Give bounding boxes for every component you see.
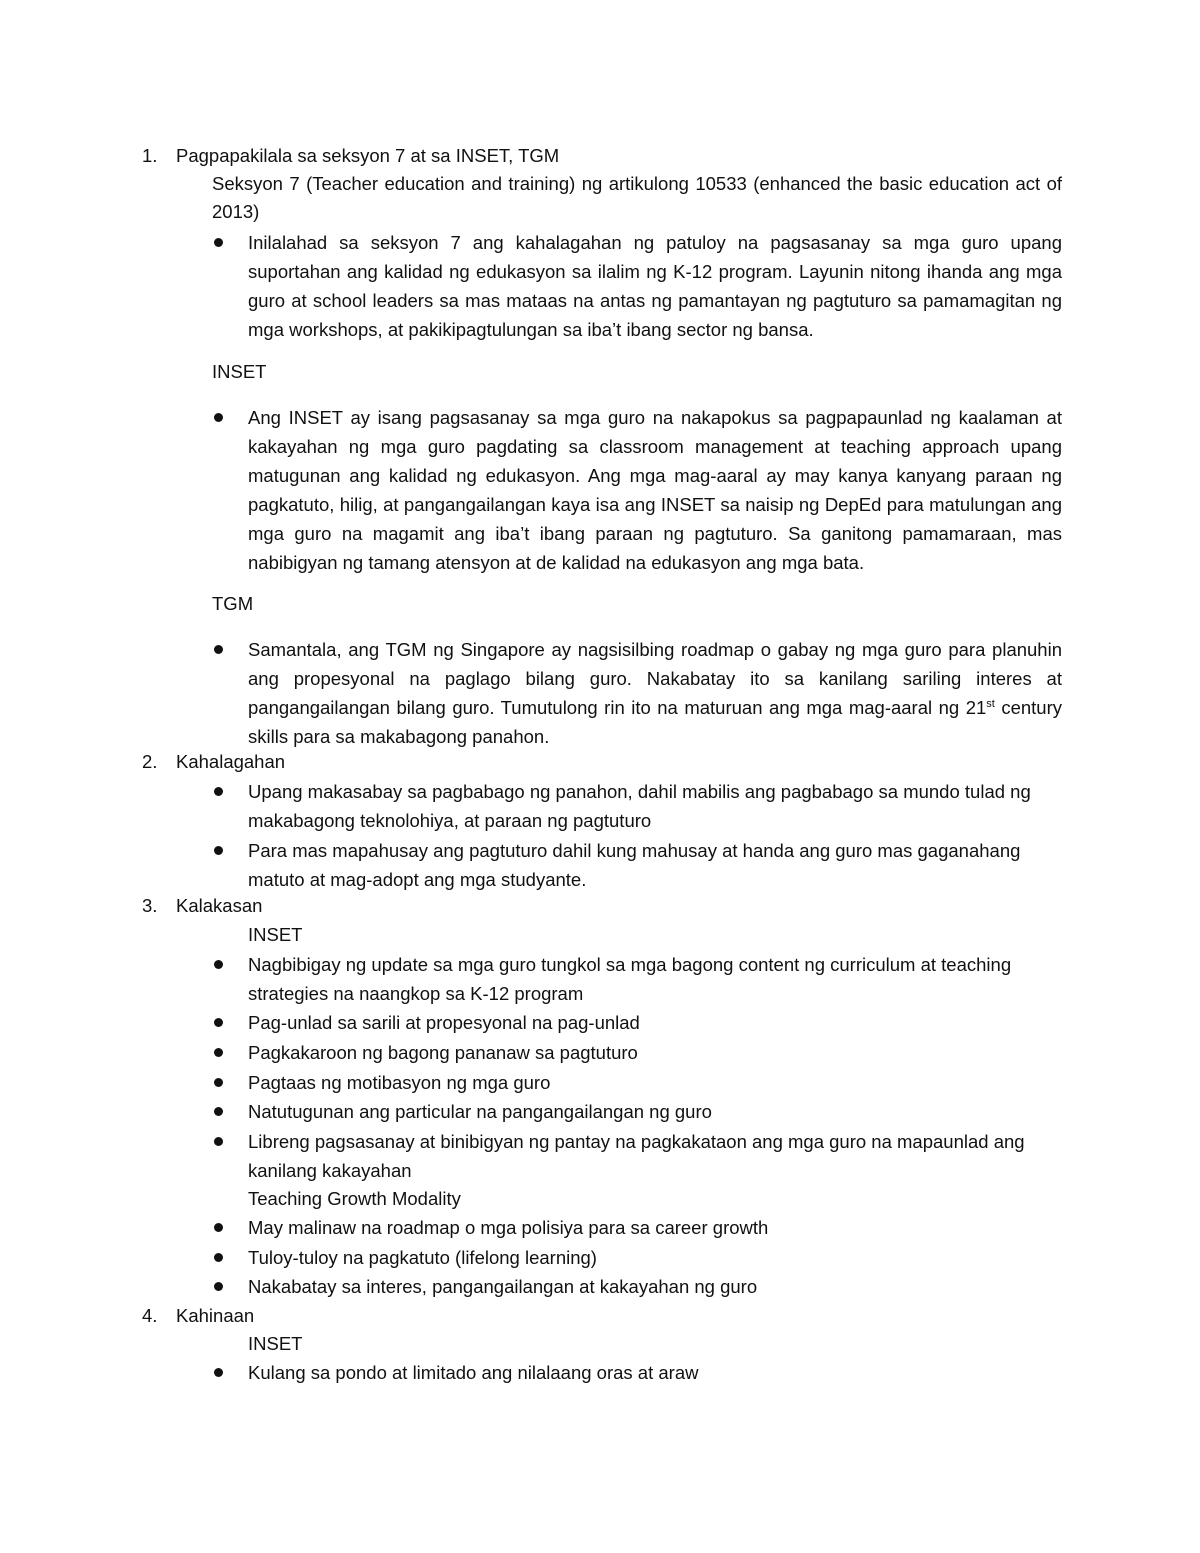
list-item: [212, 777, 1062, 835]
section-number: 3.: [142, 895, 158, 916]
list-item: [212, 836, 1062, 894]
section-number: 4.: [142, 1305, 158, 1326]
subsection-label: Teaching Growth Modality: [248, 1188, 461, 1209]
list-item: [212, 403, 1062, 577]
list-item-text: Pag-unlad sa sarili at propesyonal na pag-unlad: [248, 1012, 640, 1033]
bullet-icon: [214, 1368, 223, 1377]
list-item-text: Upang makasabay sa pagbabago ng panahon, dahil mabilis ang pagbabago sa mundo tulad ng makabagong teknolohiya, at paraan ng pagtuturo: [248, 781, 1031, 831]
section-title: Kahinaan: [176, 1305, 255, 1326]
list-item: [212, 1068, 1062, 1097]
bullet-icon: [214, 645, 223, 654]
list-item: [212, 228, 1062, 344]
bullet-icon: [214, 1137, 223, 1146]
list-item-text: Para mas mapahusay ang pagtuturo dahil kung mahusay at handa ang guro mas gaganahang matuto at mag-adopt ang mga studyante.: [248, 840, 1021, 890]
list-item: [212, 635, 1062, 751]
list-item-text: Natutugunan ang particular na pangangailangan ng guro: [248, 1101, 712, 1122]
bullet-icon: [214, 787, 223, 796]
ordinal-superscript: st: [986, 697, 995, 710]
list-item: [212, 1243, 1062, 1272]
list-item-text: Kulang sa pondo at limitado ang nilalaang oras at araw: [248, 1362, 699, 1383]
bullet-icon: [214, 1282, 223, 1291]
bullet-icon: [214, 1107, 223, 1116]
subsection-label: INSET: [248, 1333, 303, 1354]
list-item: [212, 1097, 1062, 1126]
list-item: [212, 1213, 1062, 1242]
bullet-icon: [214, 1253, 223, 1262]
list-item-text-main: Samantala, ang TGM ng Singapore ay nagsisilbing roadmap o gabay ng mga guro para planuhin ang propesyonal na paglago bilang guro. Nakabatay ito sa kanilang sariling interes at pangangailangan bilang guro. Tumutulong rin ito na maturuan ang mga mag-aaral ng 21: [248, 639, 1062, 718]
bullet-icon: [214, 1223, 223, 1232]
section-intro: Seksyon 7 (Teacher education and training) ng artikulong 10533 (enhanced the basic education act of 2013): [212, 173, 1062, 222]
section-title: Kalakasan: [176, 895, 263, 916]
list-item-text: Inilalahad sa seksyon 7 ang kahalagahan ng patuloy na pagsasanay sa mga guro upang suportahan ang kalidad ng edukasyon sa ilalim ng K-12 program. Layunin nitong ihanda ang mga guro at school leaders sa mas mataas na antas ng pamantayan ng pagtuturo sa pamamagitan ng mga workshops, at pakikipagtulungan sa iba’t ibang sector ng bansa.: [248, 232, 1062, 340]
section-number: 1.: [142, 145, 158, 166]
list-item-text: Pagtaas ng motibasyon ng mga guro: [248, 1072, 551, 1093]
section-title: Pagpapakilala sa seksyon 7 at sa INSET, TGM: [176, 145, 560, 166]
list-item-text: May malinaw na roadmap o mga polisiya para sa career growth: [248, 1217, 769, 1238]
list-item-text: [248, 635, 1062, 751]
bullet-icon: [214, 960, 223, 969]
section-title: Kahalagahan: [176, 751, 286, 772]
list-item-text: Ang INSET ay isang pagsasanay sa mga guro na nakapokus sa pagpapaunlad ng kaalaman at kakayahan ng mga guro pagdating sa classroom management at teaching approach upang matugunan ang kalidad ng edukasyon. Ang mga mag-aaral ay may kanya kanyang paraan ng pagkatuto, hilig, at pangangailangan kaya isa ang INSET sa naisip ng DepEd para matulungan ang mga guro na magamit ang iba’t ibang paraan ng pagtuturo. Sa ganitong pamamaraan, mas nabibigyan ng tamang atensyon at de kalidad na edukasyon ang mga bata.: [248, 407, 1062, 573]
list-item: [212, 1038, 1062, 1067]
list-item: [212, 1358, 1062, 1387]
list-item-text: Nagbibigay ng update sa mga guro tungkol sa mga bagong content ng curriculum at teaching strategies na naangkop sa K-12 program: [248, 954, 1012, 1004]
list-item: [212, 950, 1062, 1008]
list-item-text: Tuloy-tuloy na pagkatuto (lifelong learning): [248, 1247, 597, 1268]
list-item-text: Libreng pagsasanay at binibigyan ng pantay na pagkakataon ang mga guro na mapaunlad ang kanilang kakayahan: [248, 1131, 1025, 1181]
list-item-text: Pagkakaroon ng bagong pananaw sa pagtuturo: [248, 1042, 638, 1063]
list-item: [212, 1272, 1062, 1301]
bullet-icon: [214, 1078, 223, 1087]
bullet-icon: [214, 413, 223, 422]
list-item: [212, 1127, 1062, 1185]
subsection-label: INSET: [248, 924, 303, 945]
bullet-icon: [214, 238, 223, 247]
list-item: [212, 1008, 1062, 1037]
section-number: 2.: [142, 751, 158, 772]
subsection-label: TGM: [212, 593, 254, 614]
bullet-icon: [214, 1048, 223, 1057]
subsection-label: INSET: [212, 361, 267, 382]
bullet-icon: [214, 1018, 223, 1027]
list-item-text-end: century skills para sa makabagong panahon.: [248, 697, 1063, 747]
list-item-text: Nakabatay sa interes, pangangailangan at kakayahan ng guro: [248, 1276, 758, 1297]
bullet-icon: [214, 846, 223, 855]
